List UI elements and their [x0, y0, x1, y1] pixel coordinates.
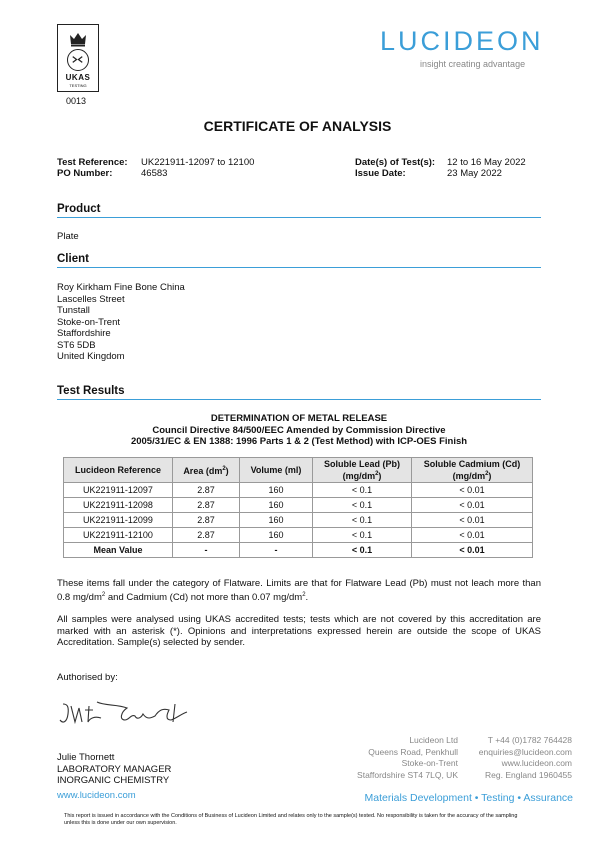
contact-column [462, 735, 572, 781]
cell: < 0.1 [313, 483, 412, 498]
signatory-name: Julie Thornett [57, 752, 115, 763]
email-address: enquiries@lucideon.com [478, 746, 572, 757]
product-value: Plate [57, 231, 79, 242]
col-header-volume: Volume (ml) [240, 458, 313, 483]
cell: 160 [240, 528, 313, 543]
ukas-subtext: TESTING [69, 83, 87, 88]
cell: 2.87 [173, 498, 240, 513]
cell: UK221911-12100 [64, 528, 173, 543]
client-line: United Kingdom [57, 351, 125, 362]
address-line: Queens Road, Penkhull [368, 746, 458, 757]
cell: < 0.01 [412, 483, 533, 498]
results-subtitle-line3: 2005/31/EC & EN 1388: 1996 Parts 1 & 2 (Test Method) with ICP-OES Finish [130, 436, 468, 447]
col-header-ref: Lucideon Reference [64, 458, 173, 483]
mean-row [64, 543, 533, 558]
cell: Mean Value [64, 543, 173, 558]
col-header-area: Area $(dm^2)$ [173, 458, 240, 483]
table-row [64, 498, 533, 513]
cell: 2.87 [173, 513, 240, 528]
cell: 160 [240, 498, 313, 513]
page-title: CERTIFICATE OF ANALYSIS [203, 118, 392, 134]
phone-number: T +44 (0)1782 764428 [487, 735, 572, 745]
website-link[interactable]: www.lucideon.com [57, 790, 136, 801]
cell: < 0.01 [412, 528, 533, 543]
cell: UK221911-12097 [64, 483, 173, 498]
results-table [63, 457, 533, 558]
cell: < 0.01 [412, 513, 533, 528]
address-line: Lucideon Ltd [409, 735, 458, 745]
col-header-cadmium: Soluble Cadmium (Cd) $(mg/dm^2)$ [412, 458, 533, 483]
product-heading: Product [57, 203, 541, 218]
crown-icon [69, 31, 87, 47]
footnote: This report is issued in accordance with the Conditions of Business of Lucideon Limited and relates only to the sample(s) tested. No responsibility is taken for the accuracy of the sampling unless this is done under our own supervision. [64, 813, 518, 826]
cell: 2.87 [173, 528, 240, 543]
authorised-by-label: Authorised by: [57, 672, 118, 683]
issue-date-label: Issue Date: [355, 168, 406, 179]
ukas-rosette-icon [67, 49, 89, 71]
ukas-logo [57, 24, 99, 92]
cell: UK221911-12099 [64, 513, 173, 528]
services-tagline: Materials Development • Testing • Assurance [364, 792, 573, 804]
address-line: Stoke-on-Trent [401, 758, 458, 768]
website-address: www.lucideon.com [501, 758, 572, 768]
cell: - [240, 543, 313, 558]
results-subtitle-line2: Council Directive 84/500/EEC Amended by Commission Directive [152, 424, 446, 436]
test-reference-label: Test Reference: [57, 157, 128, 168]
client-line: Stoke-on-Trent [57, 316, 121, 328]
cell: < 0.1 [313, 513, 412, 528]
cell: UK221911-12098 [64, 498, 173, 513]
address-column [330, 735, 458, 781]
cell: < 0.01 [412, 543, 533, 558]
tagline: insight creating advantage [420, 59, 526, 69]
cell: < 0.1 [313, 498, 412, 513]
ukas-text: UKAS [65, 73, 91, 82]
client-line: ST6 5DB [57, 339, 96, 351]
signature [57, 696, 197, 732]
signatory-department: INORGANIC CHEMISTRY [57, 775, 170, 786]
client-line: Tunstall [57, 305, 90, 316]
table-row [64, 483, 533, 498]
table-header-row [64, 458, 533, 483]
table-row [64, 528, 533, 543]
cell: - [173, 543, 240, 558]
test-dates-value: 12 to 16 May 2022 [447, 157, 526, 168]
cell: < 0.1 [313, 543, 412, 558]
signatory-block [57, 752, 171, 787]
test-dates-label: Date(s) of Test(s): [355, 157, 436, 168]
table-row [64, 513, 533, 528]
registration-number: Reg. England 1960455 [485, 769, 572, 780]
cell: 160 [240, 483, 313, 498]
col-header-lead: Soluble Lead (Pb) $(mg/dm^2)$ [313, 458, 412, 483]
cell: 160 [240, 513, 313, 528]
cell: < 0.1 [313, 528, 412, 543]
lucideon-logo: LUCIDEON [380, 26, 544, 56]
cell: < 0.01 [412, 498, 533, 513]
client-line: Lascelles Street [57, 293, 125, 305]
ukas-number: 0013 [66, 96, 87, 106]
results-subtitle-line1: DETERMINATION OF METAL RELEASE [210, 413, 388, 424]
client-line: Roy Kirkham Fine Bone China [57, 282, 185, 293]
address-line: Staffordshire ST4 7LQ, UK [357, 769, 458, 780]
cell: 2.87 [173, 483, 240, 498]
accreditation-paragraph: All samples were analysed using UKAS accredited tests; tests which are not covered by this accreditation are marked with an asterisk (*). Opinions and interpretations expressed herein are outside the scope of UKAS Accreditation. Sample(s) selected by sender. [57, 614, 541, 648]
client-heading: Client [57, 253, 541, 268]
results-subtitle [57, 413, 541, 448]
client-address [57, 282, 185, 363]
issue-date-value: 23 May 2022 [447, 168, 502, 179]
po-number-value: 46583 [141, 168, 168, 179]
test-results-heading: Test Results [57, 385, 541, 400]
limits-paragraph: These items fall under the category of Flatware. Limits are that for Flatware Lead (Pb) must not leach more than 0.8 $mg/dm^2$ and Cadmium (Cd) not more than 0.07 $mg/dm^2$. [57, 578, 541, 603]
client-line: Staffordshire [57, 328, 111, 339]
test-reference-value: UK221911-12097 to 12100 [141, 157, 255, 168]
signatory-role: LABORATORY MANAGER [57, 763, 172, 775]
po-number-label: PO Number: [57, 168, 113, 179]
